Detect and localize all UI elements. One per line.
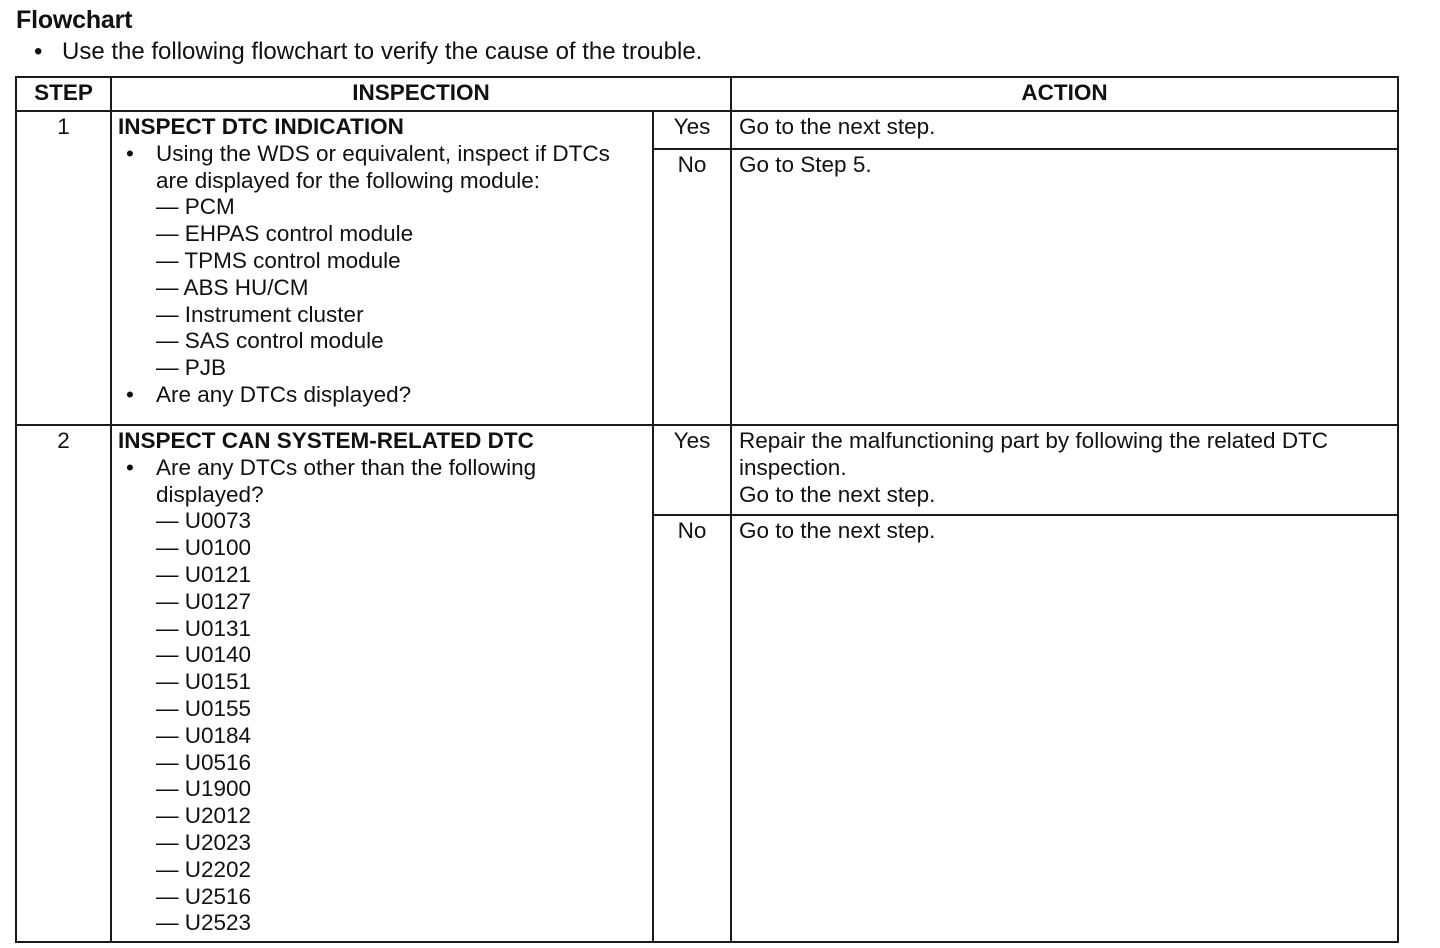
list-item: — U2523 (156, 910, 252, 936)
header-step: STEP (16, 77, 111, 111)
list-item: — U0140 (156, 642, 252, 668)
header-inspection: INSPECTION (111, 77, 731, 111)
yes-action: Go to the next step. (731, 111, 1398, 149)
yes-action-text: Repair the malfunctioning part by following the related DTC inspection. (739, 428, 1329, 480)
list-item: — U2516 (156, 883, 252, 909)
header-action: ACTION (731, 77, 1398, 111)
step-number: 2 (16, 425, 111, 942)
list-item: — EHPAS control module (156, 221, 414, 247)
bullet-icon: • (126, 454, 134, 480)
bullet-text: Are any DTCs displayed? (156, 381, 412, 407)
list-item: — ABS HU/CM (156, 274, 309, 300)
no-label: No (653, 515, 731, 942)
intro-instruction (34, 37, 702, 67)
yes-label: Yes (653, 111, 731, 149)
list-item: — U0131 (156, 615, 252, 641)
table-row (16, 111, 1398, 149)
list-item: — U0155 (156, 695, 252, 721)
bullet-icon: • (34, 38, 43, 65)
list-item: — U2023 (156, 829, 252, 855)
no-action: Go to the next step. (731, 515, 1398, 942)
step-number: 1 (16, 111, 111, 425)
table-row (16, 425, 1398, 515)
page-title: Flowchart (16, 6, 133, 34)
inspection-bullet (118, 141, 646, 195)
list-item: — U0121 (156, 561, 252, 587)
inspection-question (118, 455, 646, 509)
inspection-question (118, 382, 646, 409)
inspection-cell (111, 111, 653, 425)
list-item: — U0100 (156, 535, 252, 561)
bullet-text: Are any DTCs other than the following displayed? (156, 454, 537, 507)
intro-text: Use the following flowchart to verify the cause of the trouble. (62, 38, 703, 65)
list-item: — U0073 (156, 508, 252, 534)
list-item: — TPMS control module (156, 247, 401, 273)
list-item: — U0127 (156, 588, 252, 614)
yes-label: Yes (653, 425, 731, 515)
table-header-row (16, 77, 1398, 111)
no-label: No (653, 149, 731, 425)
yes-action-next: Go to the next step. (739, 481, 936, 507)
list-item: — PCM (156, 194, 235, 220)
list-item: — U0184 (156, 722, 252, 748)
bullet-icon: • (126, 381, 134, 407)
list-item: — Instrument cluster (156, 301, 364, 327)
list-item: — U1900 (156, 776, 252, 802)
flowchart-table (15, 76, 1399, 943)
list-item: — U2012 (156, 803, 252, 829)
yes-action (731, 425, 1398, 515)
list-item: — U0516 (156, 749, 252, 775)
inspection-cell (111, 425, 653, 942)
list-item: — PJB (156, 355, 227, 381)
list-item: — U2202 (156, 856, 252, 882)
list-item: — U0151 (156, 669, 252, 695)
no-action: Go to Step 5. (731, 149, 1398, 425)
bullet-icon: • (126, 140, 134, 166)
bullet-text: Using the WDS or equivalent, inspect if DTCs are displayed for the following module: (156, 140, 610, 193)
list-item: — SAS control module (156, 328, 384, 354)
inspection-title: INSPECT CAN SYSTEM-RELATED DTC (118, 428, 534, 453)
inspection-title: INSPECT DTC INDICATION (118, 114, 404, 139)
